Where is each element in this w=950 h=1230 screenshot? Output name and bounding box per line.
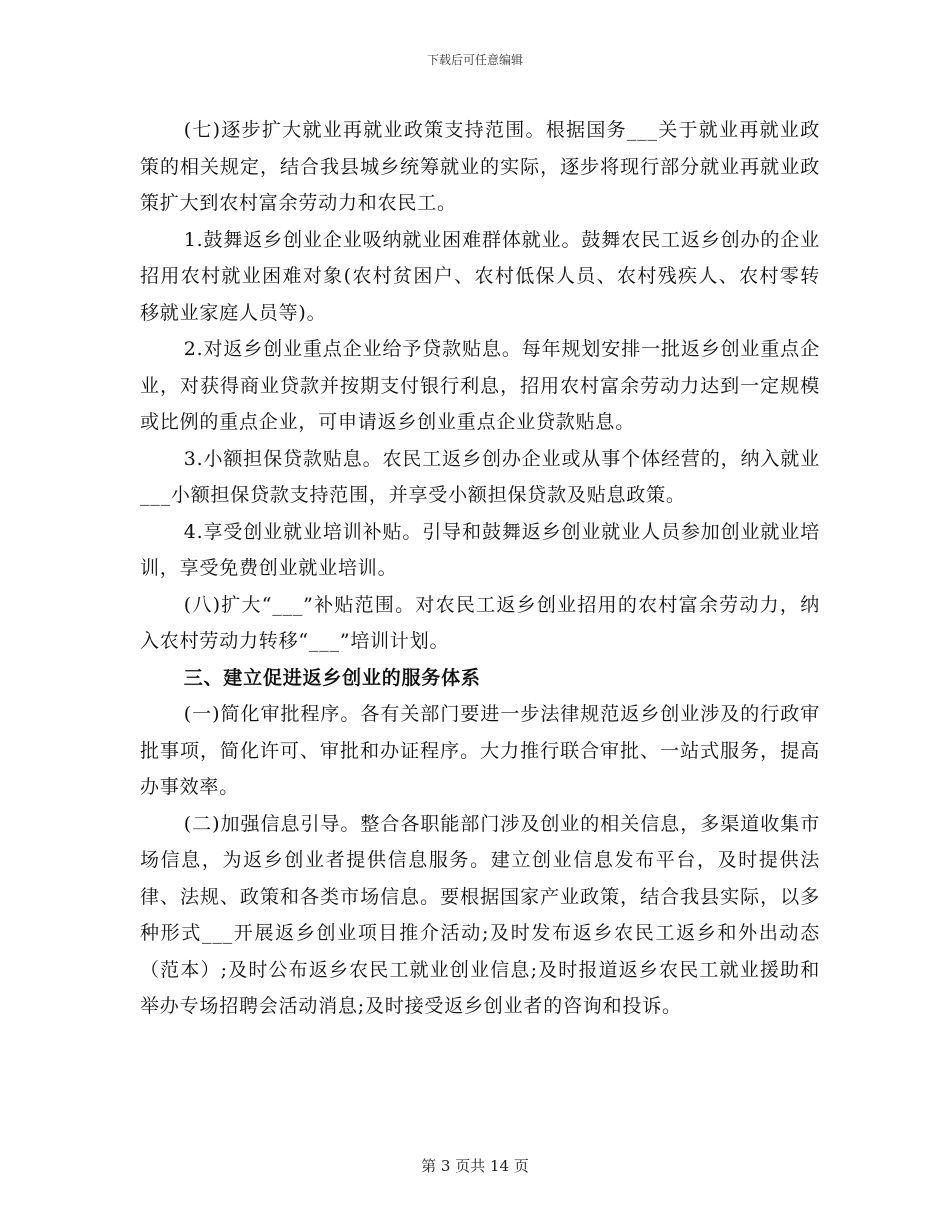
section-heading: 三、建立促进返乡创业的服务体系 bbox=[183, 666, 481, 689]
paragraph-section3-1: (一)简化审批程序。各有关部门要进一步法律规范返乡创业涉及的行政审批事项，简化许可、审批和办证程序。大力推行联合审批、一站式服务，提高办事效率。 bbox=[140, 703, 820, 798]
page-footer: 第 3 页共 14 页 bbox=[421, 1157, 529, 1175]
paragraph-section3-2: (二)加强信息引导。整合各职能部门涉及创业的相关信息，多渠道收集市场信息，为返乡创业者提供信息服务。建立创业信息发布平台，及时提供法律、法规、政策和各类市场信息。要根据国家产业政策，结合我县实际，以多种形式___开展返乡创业项目推介活动;及时发布返乡农民工返乡和外出动态（范本）;及时公布返乡农民工就业创业信息;及时报道返乡农民工就业援助和举办专场招聘会活动消息;及时接受返乡创业者的咨询和投诉。 bbox=[140, 812, 820, 1017]
page-header: 下载后可任意编辑 bbox=[426, 53, 523, 67]
paragraph-item-1: 1.鼓舞返乡创业企业吸纳就业困难群体就业。鼓舞农民工返乡创办的企业招用农村就业困难对象(农村贫困户、农村低保人员、农村残疾人、农村零转移就业家庭人员等)。 bbox=[140, 228, 820, 324]
paragraph-item-4: 4.享受创业就业培训补贴。引导和鼓舞返乡创业就业人员参加创业就业培训，享受免费创业就业培训。 bbox=[140, 520, 820, 579]
paragraph-item-2: 2.对返乡创业重点企业给予贷款贴息。每年规划安排一批返乡创业重点企业，对获得商业贷款并按期支付银行利息，招用农村富余劳动力达到一定规模或比例的重点企业，可申请返乡创业重点企业贷款贴息。 bbox=[140, 338, 820, 433]
document-body bbox=[140, 112, 820, 1025]
paragraph-8: (八)扩大“___”补贴范围。对农民工返乡创业招用的农村富余劳动力，纳入农村劳动力转移“___”培训计划。 bbox=[140, 593, 820, 652]
paragraph-item-3: 3.小额担保贷款贴息。农民工返乡创办企业或从事个体经营的，纳入就业___小额担保贷款支持范围，并享受小额担保贷款及贴息政策。 bbox=[140, 447, 820, 506]
paragraph-7: (七)逐步扩大就业再就业政策支持范围。根据国务___关于就业再就业政策的相关规定，结合我县城乡统筹就业的实际，逐步将现行部分就业再就业政策扩大到农村富余劳动力和农民工。 bbox=[140, 119, 820, 214]
